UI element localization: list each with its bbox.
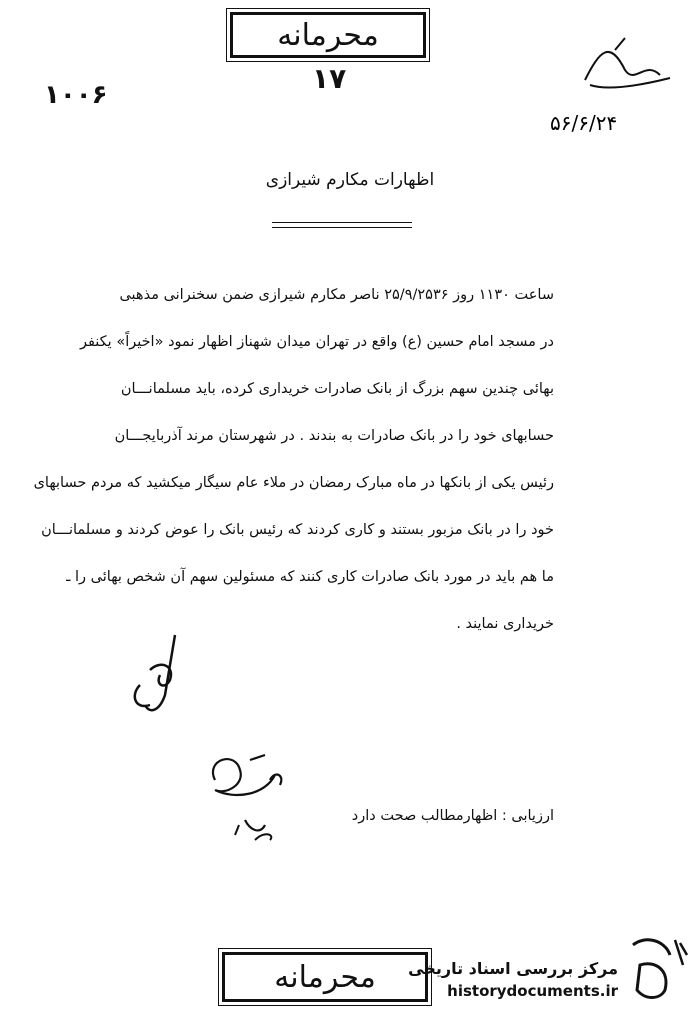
bottom-stamp-text: محرمانه [274,959,376,995]
body-line: ما هم باید در مورد بانک صادرات کاری کنند که مسئولین سهم آن شخص بهائی را ـ [66,569,554,585]
archive-watermark [408,958,618,1002]
body-line: حسابهای خود را در بانک صادرات به بندند . در شهرستان مرند آذربایجـــان [114,428,554,444]
logo-emblem-icon [625,935,691,1005]
document-number: ۱۷ [312,62,347,95]
archive-url: historydocuments.ir [447,982,618,1000]
title-underline [272,222,412,228]
body-line: خود را در بانک مزبور بستند و کاری کردند که رئیس بانک را عوض کردند و مسلمانـــان [41,522,554,538]
top-stamp-text: محرمانه [277,17,379,53]
body-line: بهائی چندین سهم بزرگ از بانک صادرات خریداری کرده، باید مسلمانـــان [120,381,554,397]
handwritten-note-icon [120,625,200,725]
body-line: در مسجد امام حسین (ع) واقع در تهران میدان شهناز اظهار نمود «اخیراً» یکنفر [79,334,554,350]
body-line: ساعت ۱۱۳۰ روز ۲۵/۹/۲۵۳۶ ناصر مکارم شیرازی ضمن سخنرانی مذهبی [119,287,554,303]
report-body [33,280,554,656]
handwritten-date-signature-icon [530,30,680,140]
document-title: اظهارات مکارم شیرازی [265,170,435,190]
archive-name: مرکز بررسی اسناد تاریخی [408,959,618,978]
evaluation-note: ارزیابی : اظهارمطالب صحت دارد [351,808,554,824]
archive-number: ۱۰۰۶ [44,80,108,110]
top-confidential-stamp [230,12,426,58]
body-line: خریداری نمایند . [456,616,554,632]
body-line: رئیس یکی از بانکها در ماه مبارک رمضان در ملاء عام سیگار میکشید که مردم حسابهای [33,475,554,491]
handwritten-date: ۵۶/۶/۲۴ [550,111,618,135]
bottom-confidential-stamp [222,952,428,1002]
handwritten-signature-icon [195,740,325,850]
